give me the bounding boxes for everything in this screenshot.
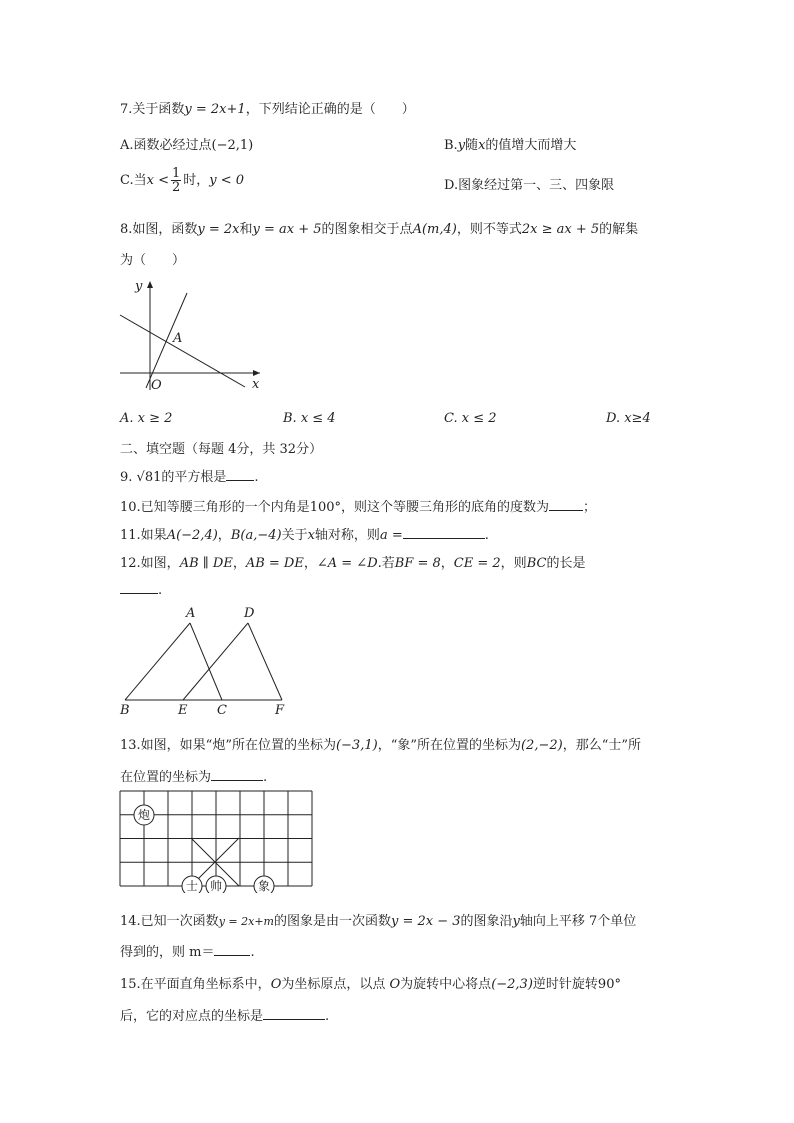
- q7-b-prefix: B.: [444, 138, 458, 153]
- q7-c-prefix: C.当: [120, 173, 147, 188]
- q12-label-d: D: [244, 606, 255, 621]
- q12-triangles-figure: [115, 603, 295, 718]
- q13-chessboard-figure: [118, 789, 318, 893]
- q13-c: ，那么“士”所: [562, 738, 641, 753]
- q7-b-y: y: [457, 138, 466, 153]
- q13-answer-blank[interactable]: [211, 767, 263, 781]
- q14-f1: y = 2x+m: [218, 915, 274, 928]
- q8-label-o: O: [151, 378, 162, 393]
- q12-c2: AB = DE: [245, 556, 304, 571]
- q15-c: 为旋转中心将点: [400, 977, 492, 992]
- q12-c3: ∠A = ∠D: [316, 556, 378, 571]
- q10-b: ，则这个等腰三角形的底角的度数为: [341, 500, 550, 515]
- q13-piece-pao-label: 炮: [137, 808, 151, 822]
- q15-stem-line2: [120, 1005, 329, 1024]
- q7-b-mid: 随: [465, 138, 479, 153]
- q12-side-ab: [125, 623, 190, 700]
- q11-b: ，: [217, 528, 231, 543]
- q15-line2: 后，它的对应点的坐标是: [120, 1009, 264, 1024]
- q14-answer-blank[interactable]: [214, 942, 250, 956]
- q11-p1: A(−2,4): [166, 528, 218, 543]
- q12-label-a: A: [186, 606, 196, 621]
- q13-line2: 在位置的坐标为: [120, 770, 212, 785]
- q10-c: ；: [583, 500, 597, 515]
- q8-f2: y = ax + 5: [252, 222, 322, 237]
- q13-end: .: [263, 770, 268, 785]
- q9-a: 9.: [120, 470, 137, 485]
- q14-end: .: [250, 945, 255, 960]
- q9-radical: √81: [136, 470, 162, 485]
- q8-stem: [120, 218, 638, 237]
- q8-d: ，则不等式: [456, 222, 522, 237]
- q14-line2: 得到的，则 m＝: [120, 945, 215, 960]
- q11-a: 11.如果: [120, 528, 167, 543]
- q11-e: .: [484, 528, 489, 543]
- q13-piece-shi-label: 士: [185, 879, 199, 893]
- q8-x-arrow: [253, 370, 260, 376]
- q7-option-d: D.图象经过第一、三、四象限: [444, 178, 615, 193]
- q12-a: 12.如图，: [120, 556, 180, 571]
- q13-b: ，“象”所在位置的坐标为: [377, 738, 521, 753]
- q13-stem: [120, 734, 641, 753]
- q11-c: 关于: [281, 528, 308, 543]
- q11-var: a =: [379, 528, 403, 543]
- q13-p1: (−3,1): [335, 738, 378, 753]
- q14-stem: [120, 910, 636, 929]
- q8-label-a: A: [173, 331, 183, 346]
- q10-answer-blank[interactable]: [549, 497, 583, 511]
- q12-side-ac: [190, 623, 222, 700]
- q15-o2: O: [389, 977, 401, 992]
- q14-f2: y = 2x − 3: [390, 914, 461, 929]
- q12-label-b: B: [120, 703, 130, 718]
- q7-stem: [120, 98, 415, 117]
- q8-a: 8.如图，函数: [120, 222, 198, 237]
- q7-c-cond: y < 0: [209, 173, 245, 188]
- q12-side-df: [248, 623, 282, 700]
- q7-stem-prefix: 7.关于函数: [120, 102, 185, 117]
- q12-c1: AB ∥ DE: [179, 556, 233, 571]
- q11-p2: B(a,−4): [230, 528, 282, 543]
- q11-x: x: [307, 528, 315, 543]
- q7-c-fraction: [171, 167, 181, 194]
- q9: [120, 466, 259, 485]
- q7-b-suffix: 的值增大而增大: [485, 138, 577, 153]
- q12-side-de: [183, 623, 248, 700]
- q14-a: 14.已知一次函数: [120, 914, 219, 929]
- q7-stem-suffix: ，下列结论正确的是（ ）: [245, 102, 415, 117]
- q14-b: 的图象是由一次函数: [273, 914, 391, 929]
- q14-stem-line2: [120, 941, 255, 960]
- q13-a: 13.如图，如果“炮”所在位置的坐标为: [120, 738, 336, 753]
- q8-option-c: C. x ≤ 2: [444, 411, 497, 426]
- q13-piece-xiang-label: 象: [257, 879, 271, 893]
- q8-c: 的图象相交于点: [321, 222, 413, 237]
- q12-stem: [120, 552, 585, 571]
- q7-option-b: [444, 134, 576, 153]
- q12-c6: BC: [526, 556, 547, 571]
- q15-answer-blank[interactable]: [263, 1006, 325, 1020]
- q10-deg: 100°: [309, 500, 342, 515]
- q15-a: 15.在平面直角坐标系中，: [120, 977, 271, 992]
- q15-pt: (−2,3): [491, 977, 533, 992]
- q15-deg: 90°: [597, 977, 621, 992]
- q13-p2: (2,−2): [520, 738, 563, 753]
- q8-option-b: B. x ≤ 4: [283, 411, 336, 426]
- q12-answer-blank[interactable]: [120, 580, 158, 594]
- q12-c4: BF = 8: [394, 556, 441, 571]
- q9-c: .: [254, 470, 259, 485]
- q12-end: .: [158, 583, 163, 598]
- q8-option-d: D. x≥4: [606, 411, 651, 426]
- q12-label-f: F: [275, 703, 285, 718]
- q9-answer-blank[interactable]: [226, 467, 254, 481]
- q12-d: .若: [377, 556, 395, 571]
- q8-label-x: x: [252, 377, 260, 392]
- q12-label-e: E: [178, 703, 188, 718]
- q11-answer-blank[interactable]: [403, 525, 485, 539]
- q11-d: 轴对称，则: [314, 528, 380, 543]
- q9-b: 的平方根是: [161, 470, 227, 485]
- q12-label-c: C: [217, 703, 227, 718]
- q12-e: ，: [440, 556, 454, 571]
- q7-c-num: 1: [171, 166, 181, 181]
- q15-o1: O: [270, 977, 282, 992]
- q7-c-x: x <: [146, 173, 169, 188]
- q7-func: y = 2x+1: [184, 102, 246, 117]
- q8-line-y-ax5: [120, 315, 245, 387]
- q12-b: ，: [232, 556, 246, 571]
- q8-b: 和: [239, 222, 253, 237]
- q13-piece-shuai-label: 帅: [209, 879, 223, 893]
- q14-c: 的图象沿: [460, 914, 513, 929]
- q8-e: 的解集: [599, 222, 639, 237]
- q15-stem: [120, 973, 621, 992]
- q8-ineq: 2x ≥ ax + 5: [521, 222, 600, 237]
- q13-board-grid: [120, 791, 312, 886]
- q7-option-c: [120, 166, 244, 196]
- q7-c-mid: 时，: [183, 173, 210, 188]
- q12-f: ，则: [500, 556, 527, 571]
- q8-f1: y = 2x: [197, 222, 240, 237]
- q8-stem-line2: 为（ ）: [120, 253, 186, 268]
- q12-c5: CE = 2: [453, 556, 501, 571]
- q8-pt: A(m,4): [412, 222, 457, 237]
- q12-answer-line: [120, 580, 162, 598]
- q14-y: y: [512, 914, 520, 929]
- q12-c: ，: [303, 556, 317, 571]
- q10: [120, 496, 596, 515]
- q12-g: 的长是: [546, 556, 586, 571]
- q8-label-y: y: [135, 279, 143, 294]
- q8-graph-figure: [115, 275, 275, 395]
- q8-y-arrow: [147, 281, 153, 288]
- q8-option-a: A. x ≥ 2: [120, 411, 173, 426]
- q7-b-x: x: [478, 138, 486, 153]
- q13-stem-line2: [120, 766, 267, 785]
- q15-d: 逆时针旋转: [532, 977, 598, 992]
- q7-c-den: 2: [171, 180, 181, 195]
- q15-b: 为坐标原点，以点: [281, 977, 390, 992]
- q7-option-a: A.函数必经过点(−2,1): [120, 138, 254, 153]
- q15-end: .: [325, 1009, 330, 1024]
- section-heading-fill-blank: 二、填空题（每题 4分，共 32分）: [120, 442, 323, 457]
- q11: [120, 524, 489, 543]
- q14-d: 轴向上平移 7个单位: [519, 914, 637, 929]
- q10-a: 10.已知等腰三角形的一个内角是: [120, 500, 310, 515]
